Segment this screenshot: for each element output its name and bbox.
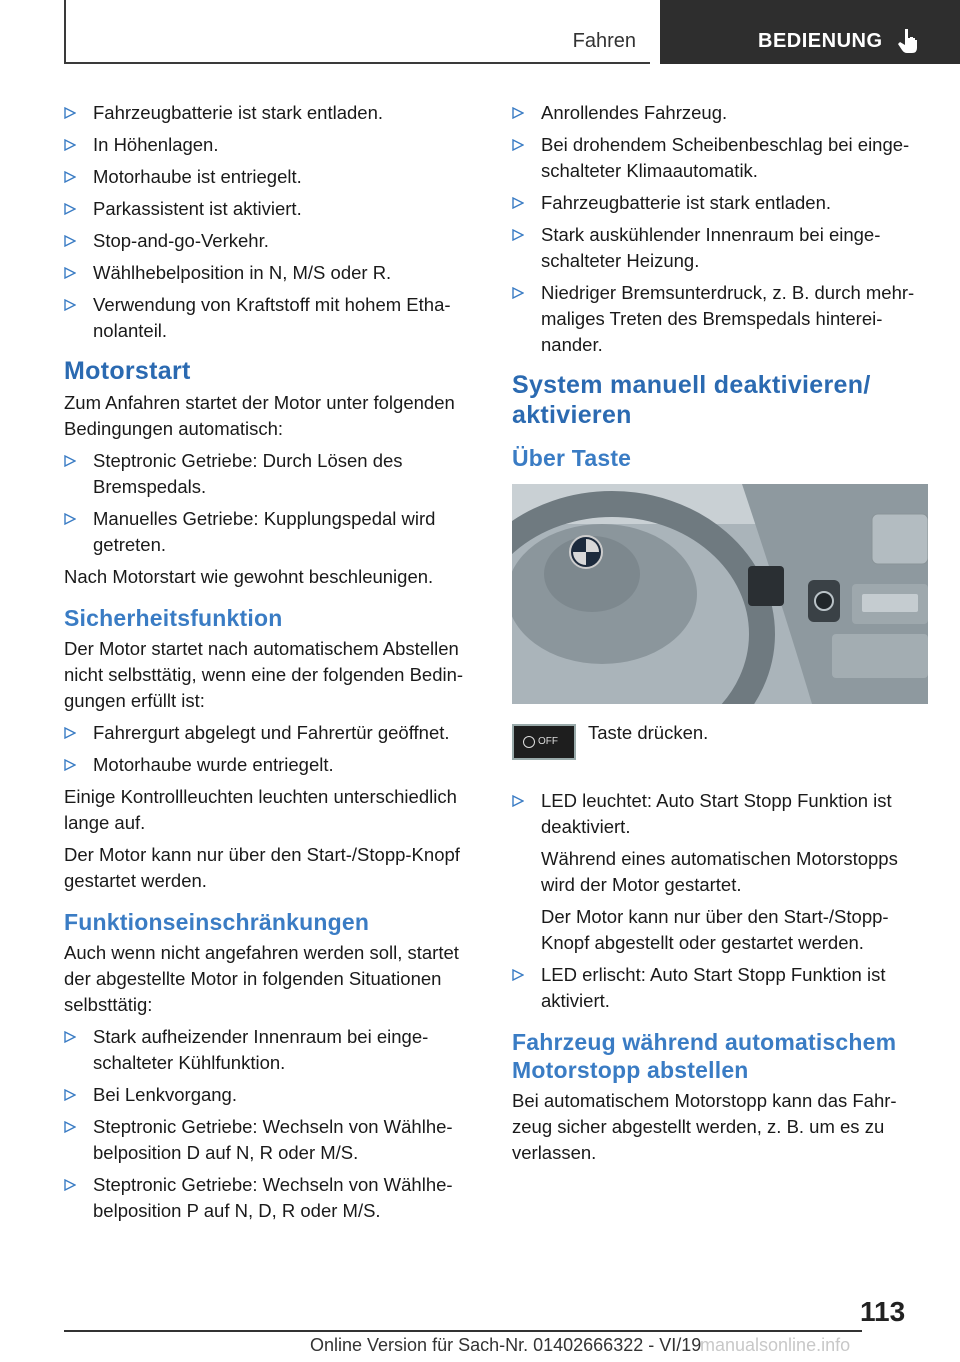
list-item: Fahrergurt abgelegt und Fahrertür geöffnet. <box>64 720 480 746</box>
triangle-bullet-icon <box>64 727 76 739</box>
paragraph: Zum Anfahren startet der Motor unter folgenden Bedingungen automatisch: <box>64 392 455 439</box>
list-item: Stop-and-go-Verkehr. <box>64 228 480 254</box>
triangle-bullet-icon <box>64 513 76 525</box>
paragraph: Während eines automatischen Motorstopps wird der Motor gestartet. <box>541 848 898 895</box>
list-item: LED erlischt: Auto Start Stopp Funktion ist aktiviert. <box>512 962 928 1014</box>
chapter-title: BEDIENUNG <box>758 30 883 52</box>
triangle-bullet-icon <box>64 139 76 151</box>
paragraph: Der Motor startet nach automatischem Abstellen nicht selbsttätig, wenn eine der folgenden Bedin-gungen erfüllt ist: <box>64 638 464 711</box>
paragraph: Bei automatischem Motorstopp kann das Fahr-zeug sicher abgestellt werden, z. B. um es zu verlassen. <box>512 1090 897 1163</box>
triangle-bullet-icon <box>64 1089 76 1101</box>
heading-funktionseinschraenkungen: Funktionseinschränkungen <box>64 909 370 935</box>
paragraph: Nach Motorstart wie gewohnt beschleunigen. <box>64 566 434 587</box>
list-item: Steptronic Getriebe: Durch Lösen des Bremspedals. <box>64 448 480 500</box>
list-item: Steptronic Getriebe: Wechseln von Wählhe-belposition D auf N, R oder M/S. <box>64 1114 480 1166</box>
heading-motorstart: Motorstart <box>64 357 191 385</box>
heading-system-deaktivieren: System manuell deaktivieren/ aktivieren <box>512 371 871 429</box>
right-column <box>512 100 928 1172</box>
auto-start-stop-off-button[interactable]: OFF <box>512 724 576 760</box>
button-instruction <box>512 722 928 774</box>
triangle-bullet-icon <box>512 969 524 981</box>
heading-fahrzeug-abstellen: Fahrzeug während automatischem Motorstopp abstellen <box>512 1029 897 1083</box>
conditions-list <box>64 100 480 344</box>
triangle-bullet-icon <box>64 267 76 279</box>
paragraph: Auch wenn nicht angefahren werden soll, startet der abgestellte Motor in folgenden Situationen selbsttätig: <box>64 942 459 1015</box>
triangle-bullet-icon <box>512 287 524 299</box>
watermark: manualsonline.info <box>700 1335 851 1355</box>
triangle-bullet-icon <box>64 1179 76 1191</box>
heading-ueber-taste: Über Taste <box>512 445 632 471</box>
triangle-bullet-icon <box>512 139 524 151</box>
header-rule-horizontal <box>64 62 650 64</box>
triangle-bullet-icon <box>64 1031 76 1043</box>
list-item: Stark auskühlender Innenraum bei einge-schalteter Heizung. <box>512 222 928 274</box>
paragraph: Der Motor kann nur über den Start-/Stopp-Knopf gestartet werden. <box>64 844 460 891</box>
triangle-bullet-icon <box>512 229 524 241</box>
list-item: Motorhaube ist entriegelt. <box>64 164 480 190</box>
list-item: Niedriger Bremsunterdruck, z. B. durch mehr-maliges Treten des Bremspedals hinterei-nander. <box>512 280 928 358</box>
pointing-hand-icon <box>896 28 920 54</box>
steering-wheel-illustration <box>512 484 928 704</box>
list-item: Bei drohendem Scheibenbeschlag bei einge-schalteter Klimaautomatik. <box>512 132 928 184</box>
triangle-bullet-icon <box>64 107 76 119</box>
list-item: Wählhebelposition in N, M/S oder R. <box>64 260 480 286</box>
triangle-bullet-icon <box>64 203 76 215</box>
list-item: Fahrzeugbatterie ist stark entladen. <box>64 100 480 126</box>
list-item: Anrollendes Fahrzeug. <box>512 100 928 126</box>
header-rule-vertical <box>64 0 66 64</box>
paragraph: Der Motor kann nur über den Start-/Stopp-Knopf abgestellt oder gestartet werden. <box>541 906 889 953</box>
list-item: Steptronic Getriebe: Wechseln von Wählhe-belposition P auf N, D, R oder M/S. <box>64 1172 480 1224</box>
triangle-bullet-icon <box>64 235 76 247</box>
heading-sicherheitsfunktion: Sicherheitsfunktion <box>64 605 283 631</box>
button-caption: Taste drücken. <box>588 722 709 743</box>
list-item: Bei Lenkvorgang. <box>64 1082 480 1108</box>
triangle-bullet-icon <box>512 197 524 209</box>
triangle-bullet-icon <box>64 299 76 311</box>
list-item: Manuelles Getriebe: Kupplungspedal wird getreten. <box>64 506 480 558</box>
triangle-bullet-icon <box>64 171 76 183</box>
triangle-bullet-icon <box>64 759 76 771</box>
triangle-bullet-icon <box>64 1121 76 1133</box>
triangle-bullet-icon <box>64 455 76 467</box>
list-item: Fahrzeugbatterie ist stark entladen. <box>512 190 928 216</box>
auto-start-stop-icon <box>523 736 535 748</box>
list-item: Parkassistent ist aktiviert. <box>64 196 480 222</box>
left-column <box>64 100 480 1230</box>
page-number: 113 <box>860 1296 906 1327</box>
footer-rule <box>64 1330 862 1332</box>
list-item: In Höhenlagen. <box>64 132 480 158</box>
list-item: Stark aufheizender Innenraum bei einge-schalteter Kühlfunktion. <box>64 1024 480 1076</box>
list-item: Motorhaube wurde entriegelt. <box>64 752 480 778</box>
dashboard-photo <box>512 484 928 704</box>
list-item: Verwendung von Kraftstoff mit hohem Etha-nolanteil. <box>64 292 480 344</box>
section-title: Fahren <box>572 30 636 52</box>
paragraph: Einige Kontrollleuchten leuchten unterschiedlich lange auf. <box>64 786 457 833</box>
list-item: LED leuchtet: Auto Start Stopp Funktion ist deaktiviert. <box>512 788 928 840</box>
triangle-bullet-icon <box>512 107 524 119</box>
online-version-note: Online Version für Sach-Nr. 01402666322 - VI/19 <box>310 1335 702 1355</box>
triangle-bullet-icon <box>512 795 524 807</box>
